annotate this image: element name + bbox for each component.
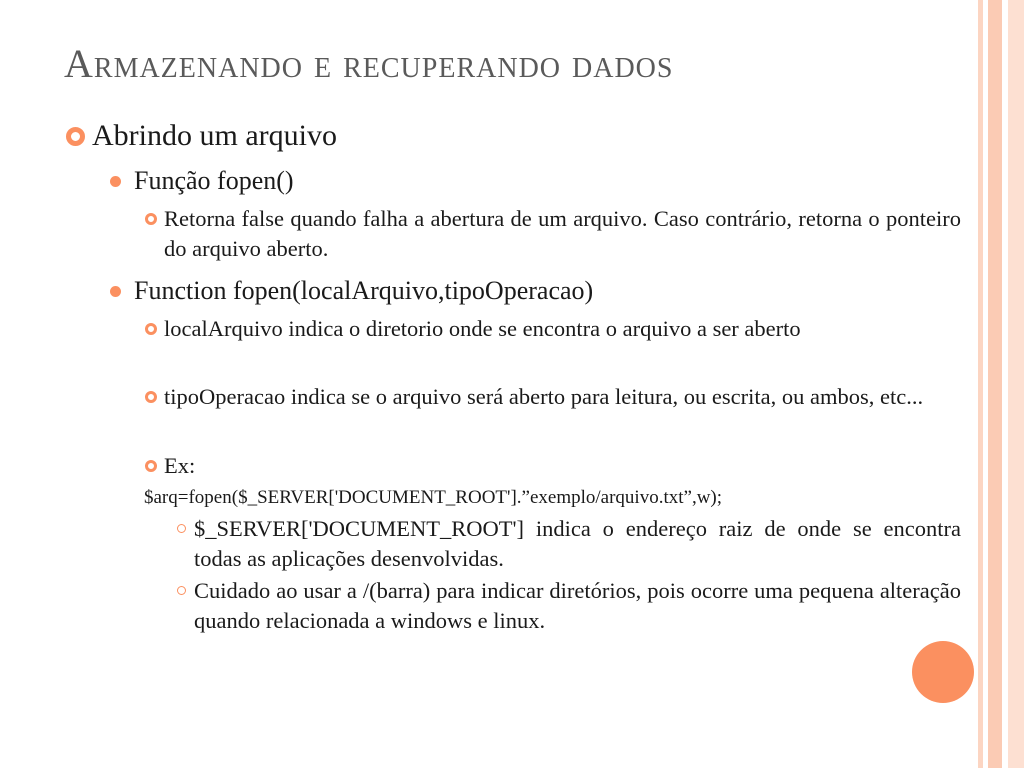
stripe: [1008, 0, 1024, 768]
heading-item: Abrindo um arquivo: [92, 119, 337, 152]
ring-bullet-icon: [145, 391, 157, 403]
stripe: [988, 0, 1002, 768]
ring-bullet-icon: [66, 127, 85, 146]
detail-item: Cuidado ao usar a /(barra) para indicar diretórios, pois ocorre uma pequena alteração quando relacionada a windows e linux.: [194, 578, 961, 633]
note-item: tipoOperacao indica se o arquivo será aberto para leitura, ou escrita, ou ambos, etc...: [164, 384, 924, 409]
note-item: Ex:: [164, 453, 196, 478]
ring-bullet-icon: [145, 213, 157, 225]
subheading-item: Função fopen(): [134, 166, 294, 195]
small-ring-bullet-icon: [177, 524, 186, 533]
note-item: localArquivo indica o diretorio onde se encontra o arquivo a ser aberto: [164, 316, 801, 341]
small-ring-bullet-icon: [177, 586, 186, 595]
ring-bullet-icon: [145, 323, 157, 335]
note-item: Retorna false quando falha a abertura de um arquivo. Caso contrário, retorna o ponteiro do arquivo aberto.: [164, 206, 961, 261]
decorative-stripes: [978, 0, 1024, 768]
decorative-circle: [912, 641, 974, 703]
slide-title: Armazenando e recuperando dados: [64, 41, 674, 86]
disc-bullet-icon: [110, 286, 121, 297]
ring-bullet-icon: [145, 460, 157, 472]
detail-item: $_SERVER['DOCUMENT_ROOT'] indica o endereço raiz de onde se encontra todas as aplicações desenvolvidas.: [194, 516, 961, 571]
code-line: $arq=fopen($_SERVER['DOCUMENT_ROOT'].”exemplo/arquivo.txt”,w);: [144, 487, 723, 508]
disc-bullet-icon: [110, 176, 121, 187]
subheading-item: Function fopen(localArquivo,tipoOperacao): [134, 276, 594, 305]
